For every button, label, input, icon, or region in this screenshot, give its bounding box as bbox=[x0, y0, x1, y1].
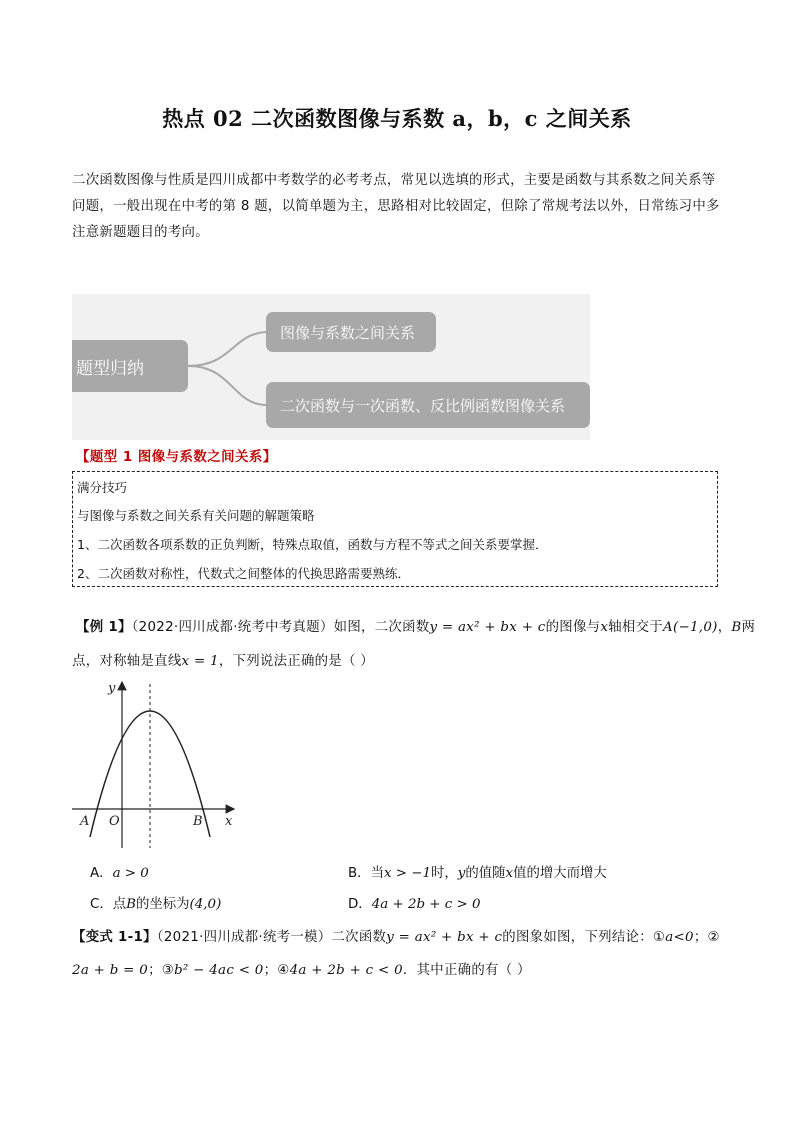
option-a-expr: a > 0 bbox=[112, 866, 149, 881]
tips-item-2: 2、二次函数对称性，代数式之间整体的代换思路需要熟练． bbox=[77, 566, 410, 581]
option-a bbox=[90, 862, 149, 881]
tips-item-1: 1、二次函数各项系数的正负判断，特殊点取值，函数与方程不等式之间关系要掌握． bbox=[77, 537, 548, 552]
mind-map-branch-2: 二次函数与一次函数、反比例函数图像关系 bbox=[266, 382, 590, 428]
y-axis-label: y bbox=[108, 681, 116, 696]
option-b-text: 时， bbox=[431, 866, 458, 881]
point-b-label: B bbox=[193, 814, 203, 829]
variant1-tag: 【变式 1-1】 bbox=[72, 930, 157, 945]
mind-map-branch-1: 图像与系数之间关系 bbox=[266, 312, 436, 352]
example1-axis: x = 1 bbox=[181, 654, 219, 669]
example1-point-a: A(−1,0) bbox=[662, 620, 718, 635]
option-c-text: 的坐标为 bbox=[135, 897, 190, 912]
tips-title: 满分技巧 bbox=[77, 480, 128, 495]
point-a-label: A bbox=[80, 814, 90, 829]
option-d-label: D． bbox=[348, 897, 372, 912]
example1-text: 点，对称轴是直线 bbox=[72, 654, 182, 669]
mind-map-root: 题型归纳 bbox=[72, 340, 188, 392]
mind-map bbox=[72, 294, 590, 440]
option-c-var: B bbox=[126, 897, 136, 912]
example1-line1 bbox=[76, 616, 755, 635]
example1-var: x bbox=[600, 620, 609, 635]
variant1-text: 二次函数 bbox=[331, 930, 387, 945]
example1-function: y = ax² + bx + c bbox=[429, 620, 546, 635]
option-b-var: y bbox=[457, 866, 466, 881]
option-b-text: 当 bbox=[370, 866, 384, 881]
option-b-expr: x > −1 bbox=[383, 866, 431, 881]
variant1-function: y = ax² + bx + c bbox=[386, 930, 503, 945]
example1-text: ， bbox=[717, 620, 732, 635]
section-heading-1: 【题型 1 图像与系数之间关系】 bbox=[76, 450, 277, 465]
example1-point-b: B bbox=[731, 620, 742, 635]
variant1-source: （2021·四川成都·统考一模） bbox=[156, 930, 332, 945]
option-b-text: 值的增大而增大 bbox=[513, 866, 607, 881]
variant1-conclusion-2: 2a + b = 0 bbox=[72, 963, 149, 978]
option-b bbox=[348, 862, 607, 881]
parabola-graph bbox=[72, 672, 242, 852]
intro-paragraph: 二次函数图像与性质是四川成都中考数学的必考考点，常见以选填的形式，主要是函数与其系数之间关系等问题，一般出现在中考的第 8 题，以简单题为主，思路相对比较固定，但除了常规考法以外，日常练习中多注意新题题目的考向。 bbox=[72, 173, 720, 240]
example1-text: 两 bbox=[741, 620, 756, 635]
example1-text: 轴相交于 bbox=[608, 620, 663, 635]
option-b-label: B． bbox=[348, 866, 371, 881]
variant1-text: 的图象如图，下列结论：① bbox=[502, 930, 666, 945]
option-b-text: 的值随 bbox=[465, 866, 506, 881]
option-d bbox=[348, 893, 481, 912]
variant1-line2 bbox=[72, 959, 531, 978]
option-a-label: A． bbox=[90, 866, 113, 881]
variant1-text: ；② bbox=[693, 930, 720, 945]
variant1-line1 bbox=[72, 926, 720, 945]
option-c-text: 点 bbox=[112, 897, 127, 912]
example1-text: 的图像与 bbox=[545, 620, 601, 635]
example1-text: ，下列说法正确的是（ ） bbox=[218, 654, 374, 669]
variant1-conclusion-4: 4a + 2b + c < 0 bbox=[289, 963, 403, 978]
variant1-text: ．其中正确的有（ ） bbox=[402, 963, 531, 978]
example1-tag: 【例 1】 bbox=[76, 620, 132, 635]
tips-subtitle: 与图像与系数之间关系有关问题的解题策略 bbox=[77, 508, 315, 523]
origin-label: O bbox=[109, 814, 120, 829]
example1-line2 bbox=[72, 650, 374, 669]
option-b-var: x bbox=[505, 866, 514, 881]
example1-source: （2022·四川成都·统考中考真题） bbox=[131, 620, 334, 635]
option-c bbox=[90, 893, 221, 912]
x-axis-label: x bbox=[225, 814, 233, 829]
option-c-expr: (4,0) bbox=[189, 897, 222, 912]
example1-text: 如图，二次函数 bbox=[333, 620, 430, 635]
variant1-conclusion-1: a<0 bbox=[665, 930, 694, 945]
variant1-text: ；③ bbox=[148, 963, 175, 978]
option-c-label: C． bbox=[90, 897, 113, 912]
option-d-expr: 4a + 2b + c > 0 bbox=[371, 897, 481, 912]
variant1-conclusion-3: b² − 4ac < 0 bbox=[174, 963, 264, 978]
page-title: 热点 02 二次函数图像与系数 a，b，c 之间关系 bbox=[162, 106, 632, 131]
tips-box bbox=[72, 471, 718, 587]
variant1-text: ；④ bbox=[263, 963, 290, 978]
